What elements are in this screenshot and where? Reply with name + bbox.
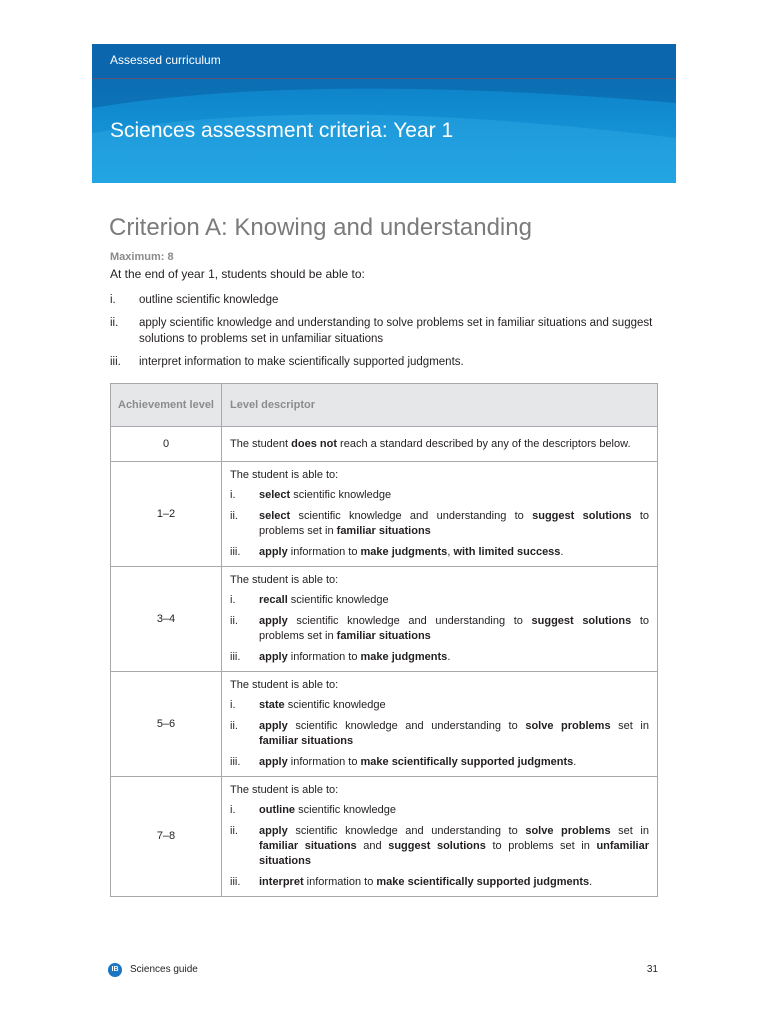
page-title: Sciences assessment criteria: Year 1 (110, 119, 454, 142)
descriptor-item (230, 593, 649, 608)
descriptor-text: and (356, 840, 389, 852)
descriptor-number: i. (230, 489, 236, 501)
descriptor-item (230, 824, 649, 869)
criterion-title: Criterion A: Knowing and understanding (109, 214, 532, 241)
descriptor-number: i. (230, 699, 236, 711)
descriptor-number: ii. (230, 720, 238, 732)
descriptor-text: scientific knowledge (287, 594, 389, 606)
objective-text: interpret information to make scientifically supported judgments. (139, 356, 464, 368)
table-row (111, 462, 658, 567)
able-to-text: The student is able to: (230, 469, 339, 481)
descriptor-item (230, 650, 649, 665)
descriptor-number: ii. (230, 825, 238, 837)
descriptor-number: iii. (230, 756, 241, 768)
objective-item (110, 354, 660, 370)
emphasis-text: apply (259, 651, 288, 663)
descriptor-text: scientific knowledge and understanding to (287, 825, 526, 837)
emphasis-text: make judgments (360, 651, 448, 663)
emphasis-text: outline (259, 804, 296, 816)
objectives-list (110, 292, 660, 377)
page-number: 31 (646, 964, 658, 975)
descriptor-number: i. (230, 804, 236, 816)
emphasis-text: make judgments (360, 546, 448, 558)
level-descriptor-cell (222, 427, 658, 462)
emphasis-text: solve problems (525, 720, 611, 732)
descriptor-content (259, 488, 649, 503)
descriptor-item (230, 488, 649, 503)
emphasis-text: apply (259, 756, 288, 768)
intro-text: At the end of year 1, students should be able to: (110, 267, 365, 281)
descriptor-content (259, 755, 649, 770)
descriptor-text: reach a standard described by any of the descriptors below. (337, 437, 631, 450)
level-descriptor-cell (222, 462, 658, 567)
maximum-label: Maximum: 8 (110, 251, 174, 263)
objective-number: iii. (110, 356, 121, 368)
descriptor-text: to problems set in (259, 615, 650, 642)
descriptor-text: . (560, 546, 564, 558)
descriptor-number: iii. (230, 876, 241, 888)
level-descriptor-cell (222, 777, 658, 897)
emphasis-text: with limited success (453, 546, 561, 558)
emphasis-text: select (259, 510, 291, 522)
table-row (111, 777, 658, 897)
achievement-level-cell: 1–2 (111, 462, 222, 567)
emphasis-text: apply (259, 546, 288, 558)
descriptor-item (230, 803, 649, 818)
descriptor-number: ii. (230, 510, 238, 522)
descriptor-item (230, 755, 649, 770)
descriptor-text: scientific knowledge (290, 489, 392, 501)
able-to-text: The student is able to: (230, 574, 339, 586)
achievement-level-cell: 0 (111, 427, 222, 462)
emphasis-text: recall (259, 594, 288, 606)
achievement-level-cell: 7–8 (111, 777, 222, 897)
guide-title: Sciences guide (130, 964, 198, 975)
descriptor-content (259, 698, 649, 713)
emphasis-text: familiar situations (336, 525, 431, 537)
descriptor-text: scientific knowledge (284, 699, 386, 711)
descriptor-text: information to (287, 756, 361, 768)
emphasis-text: solve problems (525, 825, 611, 837)
descriptor-content (259, 875, 649, 890)
descriptor-text: scientific knowledge and understanding to (287, 720, 526, 732)
descriptor-item (230, 698, 649, 713)
level-descriptor-cell (222, 672, 658, 777)
level-descriptor-cell (222, 567, 658, 672)
descriptor-number: iii. (230, 651, 241, 663)
achievement-level-cell: 3–4 (111, 567, 222, 672)
descriptor-text: . (573, 756, 577, 768)
emphasis-text: apply (259, 720, 288, 732)
emphasis-text: state (259, 699, 285, 711)
descriptor-text: scientific knowledge (295, 804, 396, 816)
table-body (111, 427, 658, 897)
objective-text: outline scientific knowledge (139, 294, 279, 306)
descriptor-text: information to (287, 546, 361, 558)
descriptor-text: to problems set in (485, 840, 597, 852)
descriptor-content (259, 614, 649, 644)
descriptor-text: information to (287, 651, 361, 663)
descriptor-content (259, 803, 649, 818)
objective-item (110, 315, 660, 347)
descriptor-text: . (447, 651, 451, 663)
emphasis-text: familiar situations (259, 840, 357, 852)
emphasis-text: does not (291, 437, 337, 450)
descriptor-content (259, 650, 649, 665)
table-row (111, 672, 658, 777)
table-header-row (111, 384, 658, 427)
emphasis-text: interpret (259, 876, 304, 888)
emphasis-text: familiar situations (336, 630, 431, 642)
descriptor-number: i. (230, 594, 236, 606)
page-footer (108, 963, 658, 979)
descriptor-text: to problems set in (259, 510, 650, 537)
emphasis-text: unfamiliar situations (259, 840, 650, 867)
descriptor-text: , (447, 546, 454, 558)
descriptor-text: scientific knowledge and understanding to (287, 615, 532, 627)
column-header-achievement-level: Achievement level (111, 384, 222, 427)
descriptor-content (259, 719, 649, 749)
descriptor-item (230, 875, 649, 890)
able-to-text: The student is able to: (230, 784, 339, 796)
emphasis-text: select (259, 489, 291, 501)
descriptor-number: iii. (230, 546, 241, 558)
table-row (111, 567, 658, 672)
ib-logo-icon: IB (108, 963, 122, 977)
table-row (111, 427, 658, 462)
descriptor-text: information to (303, 876, 377, 888)
descriptor-text: set in (610, 720, 649, 732)
descriptor-text: set in (610, 825, 649, 837)
descriptor-number: ii. (230, 615, 238, 627)
descriptor-item (230, 509, 649, 539)
descriptor-item (230, 545, 649, 560)
emphasis-text: apply (259, 615, 288, 627)
emphasis-text: make scientifically supported judgments (360, 756, 574, 768)
emphasis-text: familiar situations (259, 735, 354, 747)
descriptor-text: . (589, 876, 593, 888)
descriptor-content (259, 593, 649, 608)
objective-number: ii. (110, 317, 119, 329)
descriptor-item (230, 614, 649, 644)
emphasis-text: suggest solutions (531, 615, 632, 627)
descriptor-content (259, 509, 649, 539)
descriptor-item (230, 719, 649, 749)
emphasis-text: suggest solutions (388, 840, 486, 852)
descriptor-content (259, 545, 649, 560)
emphasis-text: make scientifically supported judgments (376, 876, 590, 888)
emphasis-text: suggest solutions (532, 510, 632, 522)
descriptor-content (259, 824, 649, 869)
emphasis-text: apply (259, 825, 288, 837)
header-banner (92, 44, 676, 183)
objective-item (110, 292, 660, 308)
descriptor-text: The student (230, 437, 292, 450)
achievement-level-cell: 5–6 (111, 672, 222, 777)
objective-text: apply scientific knowledge and understanding to solve problems set in familiar situations and suggest solutions to problems set in unfamiliar situations (139, 317, 653, 345)
assessment-table (110, 383, 658, 897)
column-header-level-descriptor: Level descriptor (222, 384, 658, 427)
able-to-text: The student is able to: (230, 679, 339, 691)
descriptor-text: scientific knowledge and understanding to (290, 510, 533, 522)
section-label: Assessed curriculum (110, 53, 221, 67)
objective-number: i. (110, 294, 116, 306)
